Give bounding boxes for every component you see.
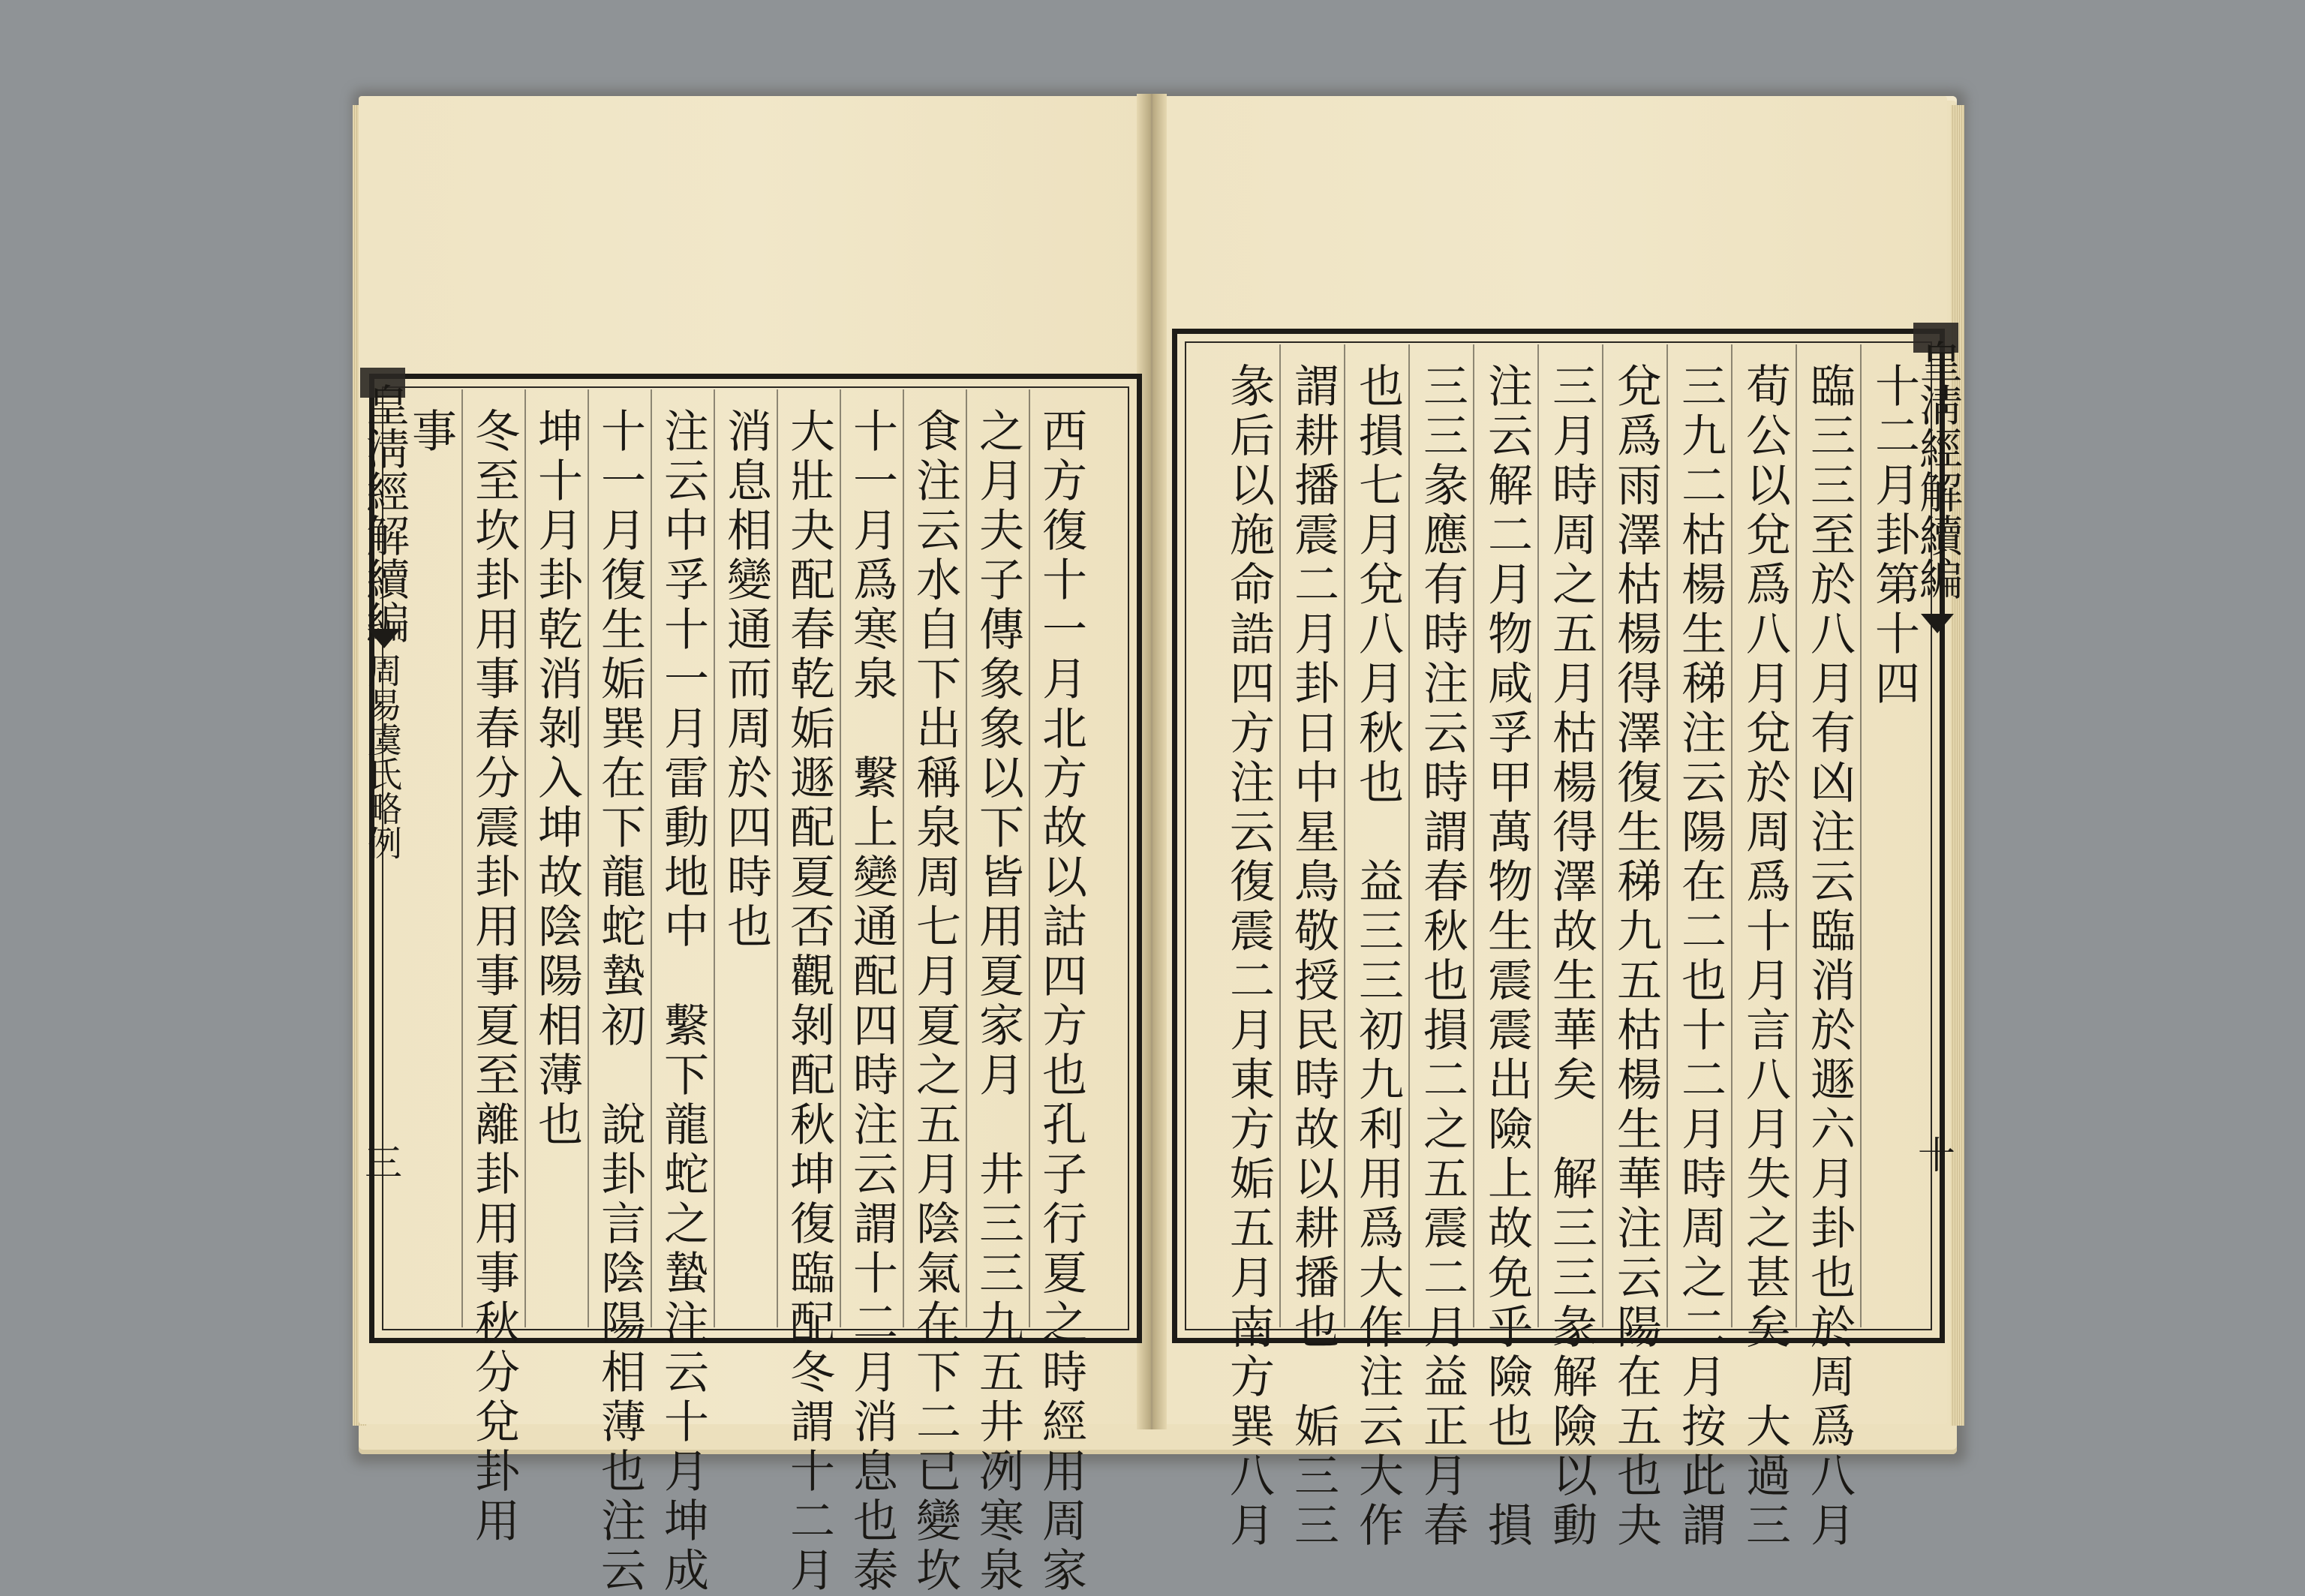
right-text-column: 十二月卦第十四 bbox=[1868, 362, 1920, 709]
left-page-number: 三 bbox=[365, 1141, 402, 1185]
left-banxin-title: 皇淸經解續編 bbox=[359, 383, 410, 644]
right-column-rule bbox=[1279, 344, 1281, 1327]
right-column-rule bbox=[1408, 344, 1410, 1327]
right-text-column: 注云解二月物咸孚甲萬物生震震出險上故免乎險也 損 bbox=[1480, 362, 1533, 1551]
left-column-rule bbox=[651, 389, 652, 1327]
left-text-column: 坤十月卦乾消剝入坤故陰陽相薄也 bbox=[530, 407, 583, 1150]
left-banxin-subtitle: 周易虞氏略例 bbox=[362, 653, 403, 860]
left-text-column: 事 bbox=[404, 407, 457, 457]
right-text-column: 三三彖應有時注云時謂春秋也損二之五震二月益正月春 bbox=[1416, 362, 1468, 1551]
left-text-column: 十一月復生姤巽在下龍蛇蟄初 說卦言陰陽相薄也注云 bbox=[594, 407, 646, 1596]
right-fore-edge bbox=[1951, 105, 1964, 1426]
left-text-column: 大壯夬配春乾姤遯配夏否觀剝配秋坤復臨配冬謂十二月 bbox=[783, 407, 835, 1596]
right-column-rule bbox=[1344, 344, 1345, 1327]
left-column-rule bbox=[903, 389, 904, 1327]
right-text-column: 兌爲雨澤枯楊得澤復生稊九五枯楊生華注云陽在五也夬 bbox=[1609, 362, 1662, 1551]
left-text-frame bbox=[369, 374, 1142, 1596]
right-fish-tail bbox=[1921, 614, 1954, 633]
right-text-column: 三月時周之五月枯楊得澤故生華矣 解三三彖解險以動 bbox=[1545, 362, 1597, 1551]
left-text-column: 之月夫子傳象象以下皆用夏家月 井三三九五井冽寒泉 bbox=[972, 407, 1024, 1596]
right-text-column: 謂耕播震二月卦日中星鳥敬授民時故以耕播也 姤三三 bbox=[1287, 362, 1339, 1551]
left-column-rule bbox=[966, 389, 967, 1327]
left-text-column: 食注云水自下出稱泉周七月夏之五月陰氣在下二已變坎 bbox=[909, 407, 961, 1596]
right-column-rule bbox=[1537, 344, 1539, 1327]
right-column-rule bbox=[1602, 344, 1603, 1327]
right-text-column: 也損七月兌八月秋也 益三三初九利用爲大作注云大作 bbox=[1351, 362, 1404, 1551]
right-column-rule bbox=[1796, 344, 1797, 1327]
right-text-frame bbox=[1172, 329, 1945, 1551]
right-column-rule bbox=[1473, 344, 1474, 1327]
right-text-column: 彖后以施命誥四方注云復震二月東方姤五月南方巽八月 bbox=[1222, 362, 1275, 1551]
left-text-column: 西方復十一月北方故以詁四方也孔子行夏之時經用周家 bbox=[1035, 407, 1087, 1596]
left-column-rule bbox=[588, 389, 589, 1327]
right-text-column: 荀公以兌爲八月兌於周爲十月言八月失之甚矣 大過三 bbox=[1739, 362, 1791, 1551]
right-column-rule bbox=[1860, 344, 1862, 1327]
right-column-rule bbox=[1666, 344, 1668, 1327]
left-text-column: 消息相變通而周於四時也 bbox=[720, 407, 772, 952]
right-column-rule bbox=[1731, 344, 1733, 1327]
right-text-column: 三九二枯楊生稊注云陽在二也十二月時周之二月按此謂 bbox=[1674, 362, 1726, 1551]
left-column-rule bbox=[714, 389, 715, 1327]
left-fish-tail bbox=[368, 629, 401, 648]
right-banxin-title: 皇淸經解續編 bbox=[1912, 339, 1963, 600]
left-column-rule bbox=[1029, 389, 1030, 1327]
left-text-column: 冬至坎卦用事春分震卦用事夏至離卦用事秋分兌卦用 bbox=[467, 407, 520, 1546]
right-text-column: 臨三三至於八月有凶注云臨消於遯六月卦也於周爲八月 bbox=[1803, 362, 1856, 1551]
left-text-column: 注云中孚十一月雷動地中 繫下龍蛇之蟄注云十月坤成 bbox=[657, 407, 709, 1596]
left-column-rule bbox=[840, 389, 841, 1327]
right-page-number: 十 bbox=[1918, 1134, 1955, 1177]
left-column-rule bbox=[461, 389, 463, 1327]
left-column-rule bbox=[777, 389, 778, 1327]
left-text-column: 十一月爲寒泉 繫上變通配四時注云謂十二月消息也泰 bbox=[846, 407, 898, 1596]
left-column-rule bbox=[524, 389, 526, 1327]
